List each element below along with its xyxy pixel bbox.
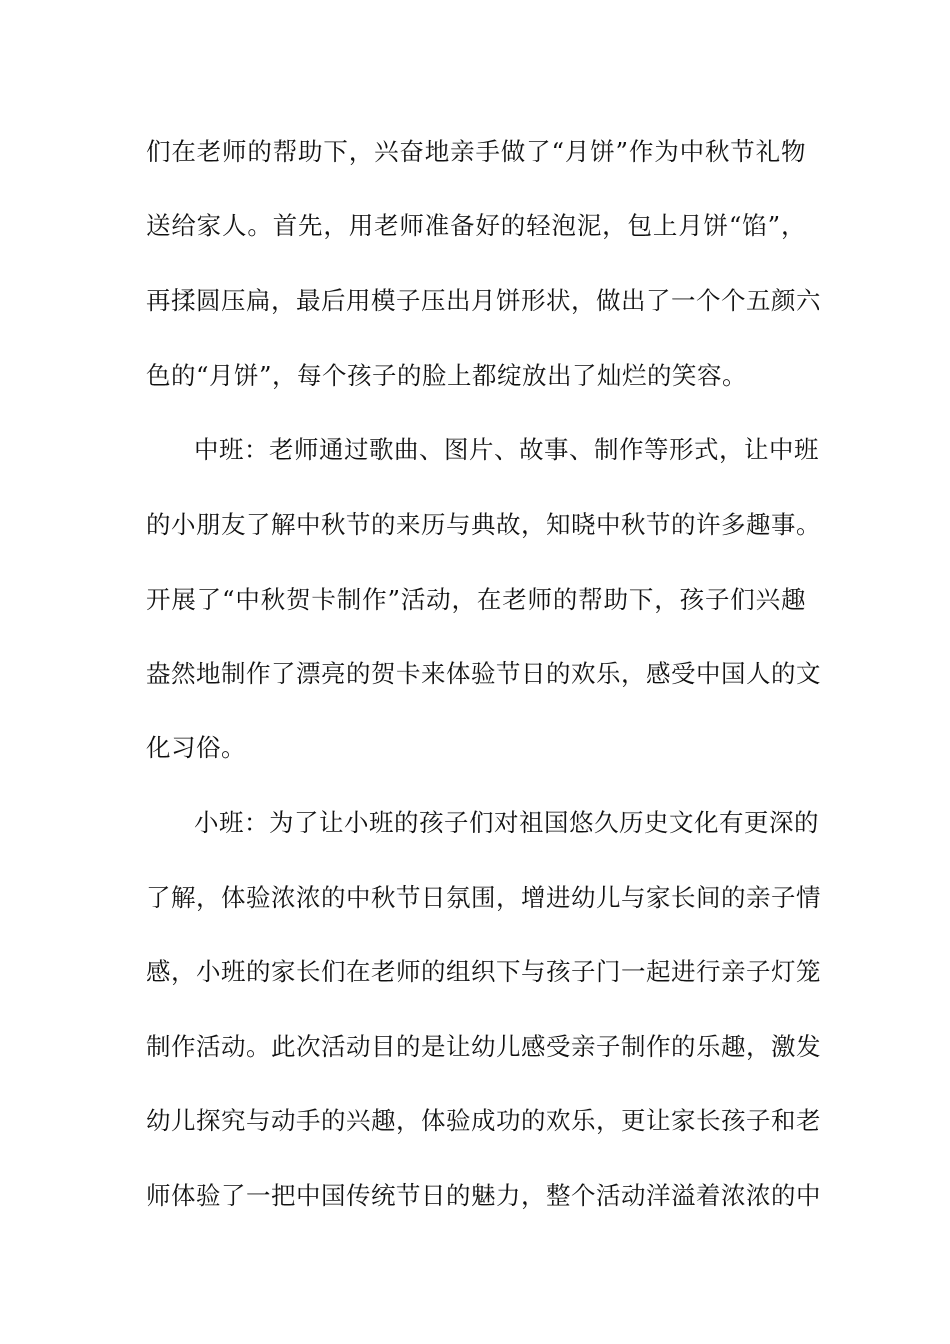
text-line: 色的“月饼”，每个孩子的脸上都绽放出了灿烂的笑容。 xyxy=(146,361,748,390)
text-line: 们在老师的帮助下，兴奋地亲手做了“月饼”作为中秋节礼物 xyxy=(146,137,806,166)
text-line: 了解，体验浓浓的中秋节日氛围，增进幼儿与家长间的亲子情 xyxy=(146,883,821,912)
text-line: 送给家人。首先，用老师准备好的轻泡泥，包上月饼“馅”， xyxy=(146,211,806,240)
text-line: 制作活动。此次活动目的是让幼儿感受亲子制作的乐趣，激发 xyxy=(146,1032,821,1061)
text-line: 开展了“中秋贺卡制作”活动，在老师的帮助下，孩子们兴趣 xyxy=(146,585,806,614)
text-line: 盎然地制作了漂亮的贺卡来体验节日的欢乐，感受中国人的文 xyxy=(146,659,821,688)
text-line: 再揉圆压扁，最后用模子压出月饼形状，做出了一个个五颜六 xyxy=(146,286,821,315)
paragraph-middle-class-start: 中班：老师通过歌曲、图片、故事、制作等形式，让中班 xyxy=(194,435,819,464)
text-line: 感，小班的家长们在老师的组织下与孩子门一起进行亲子灯笼 xyxy=(146,957,821,986)
paragraph-small-class-start: 小班：为了让小班的孩子们对祖国悠久历史文化有更深的 xyxy=(194,808,819,837)
text-line: 幼儿探究与动手的兴趣，体验成功的欢乐，更让家长孩子和老 xyxy=(146,1106,821,1135)
text-line: 师体验了一把中国传统节日的魅力，整个活动洋溢着浓浓的中 xyxy=(146,1181,821,1210)
text-line: 的小朋友了解中秋节的来历与典故，知晓中秋节的许多趣事。 xyxy=(146,510,821,539)
text-line: 化习俗。 xyxy=(146,733,246,762)
